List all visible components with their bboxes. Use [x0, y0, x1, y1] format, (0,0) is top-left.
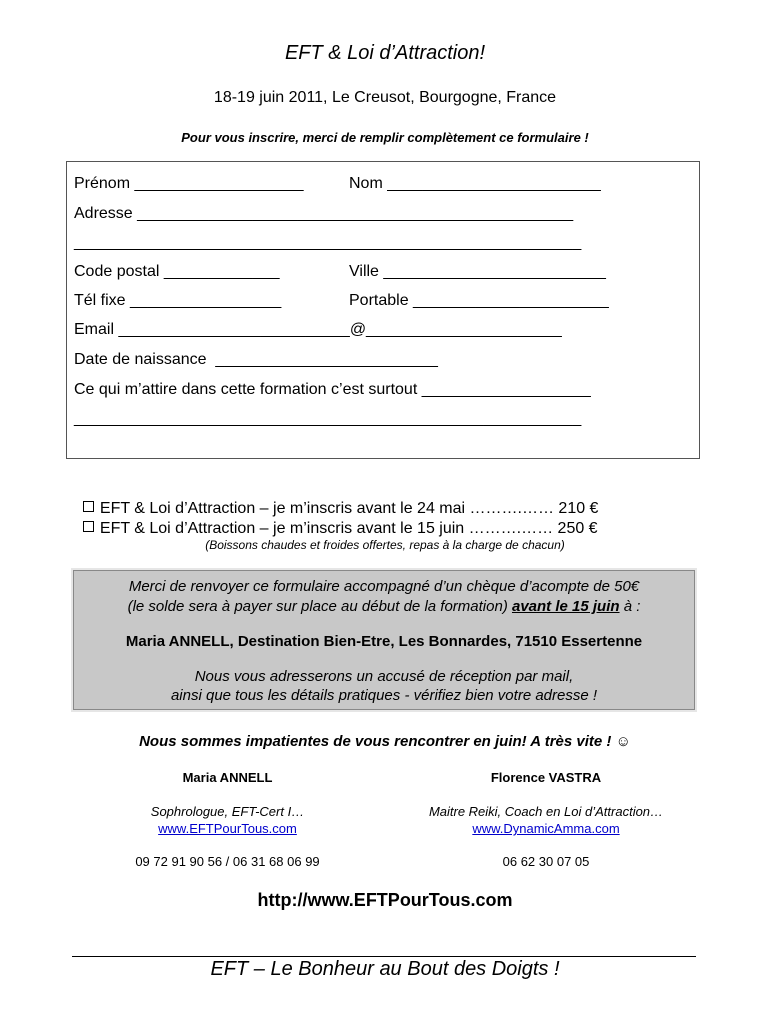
contact-left-link[interactable]: www.EFTPourTous.com	[158, 821, 297, 836]
payment-line-2-text: (le solde sera à payer sur place au début de la formation)	[127, 598, 512, 615]
motivation-line-2-field[interactable]: _________________________________________________________	[74, 410, 582, 427]
drinks-note: (Boissons chaudes et froides offertes, repas à la charge de chacun)	[205, 538, 565, 552]
code-postal-field[interactable]: Code postal _____________	[74, 263, 280, 280]
contact-right-phone: 06 62 30 07 05	[502, 854, 590, 869]
payment-line-2	[73, 598, 695, 615]
checkbox-icon[interactable]	[83, 521, 94, 532]
postal-address: Maria ANNELL, Destination Bien-Etre, Les Bonnardes, 71510 Essertenne	[125, 633, 643, 650]
event-dates: 18-19 juin 2011, Le Creusot, Bourgogne, France	[213, 89, 557, 106]
registration-instruction: Pour vous inscrire, merci de remplir complètement ce formulaire !	[181, 130, 589, 145]
payment-line-2-end: à :	[619, 598, 641, 615]
closing-message: Nous sommes impatientes de vous rencontrer en juin! A très vite ! ☺	[139, 733, 631, 750]
footer-divider	[72, 956, 696, 957]
contact-left-phone: 09 72 91 90 56 / 06 31 68 06 99	[135, 854, 320, 869]
payment-line-1: Merci de renvoyer ce formulaire accompagné d’un chèque d’acompte de 50€	[128, 578, 640, 595]
adresse-line-2-field[interactable]: _________________________________________________________	[74, 234, 582, 251]
contact-right-link[interactable]: www.DynamicAmma.com	[472, 821, 620, 836]
portable-field[interactable]: Portable ______________________	[349, 292, 609, 309]
ville-field[interactable]: Ville _________________________	[349, 263, 606, 280]
nom-field[interactable]: Nom ________________________	[349, 175, 601, 192]
email-field[interactable]: Email __________________________@______________________	[74, 321, 562, 338]
contact-right-name: Florence VASTRA	[490, 770, 602, 785]
motivation-field[interactable]: Ce qui m’attire dans cette formation c’est surtout ___________________	[74, 381, 591, 398]
footer-slogan: EFT – Le Bonheur au Bout des Doigts !	[210, 958, 560, 980]
contact-left-name: Maria ANNELL	[182, 770, 273, 785]
date-naissance-field[interactable]: Date de naissance _________________________	[74, 351, 438, 368]
prenom-field[interactable]: Prénom ___________________	[74, 175, 304, 192]
payment-line-4: ainsi que tous les détails pratiques - vérifiez bien votre adresse !	[170, 687, 598, 704]
option-label: EFT & Loi d’Attraction – je m’inscris avant le 24 mai ……….…… 210 €	[99, 500, 599, 517]
document-title: EFT & Loi d’Attraction!	[284, 42, 486, 64]
adresse-field[interactable]: Adresse _________________________________________________	[74, 205, 574, 222]
option-15-juin[interactable]	[74, 502, 598, 538]
contact-left-role: Sophrologue, EFT-Cert I…	[150, 804, 305, 819]
tel-fixe-field[interactable]: Tél fixe _________________	[74, 292, 282, 309]
option-label: EFT & Loi d’Attraction – je m’inscris avant le 15 juin ……….…… 250 €	[99, 520, 598, 537]
payment-line-3: Nous vous adresserons un accusé de réception par mail,	[194, 668, 574, 685]
website-url[interactable]: http://www.EFTPourTous.com	[257, 890, 513, 910]
contact-right-role: Maitre Reiki, Coach en Loi d’Attraction…	[428, 804, 664, 819]
deadline-emphasis: avant le 15 juin	[511, 598, 620, 615]
